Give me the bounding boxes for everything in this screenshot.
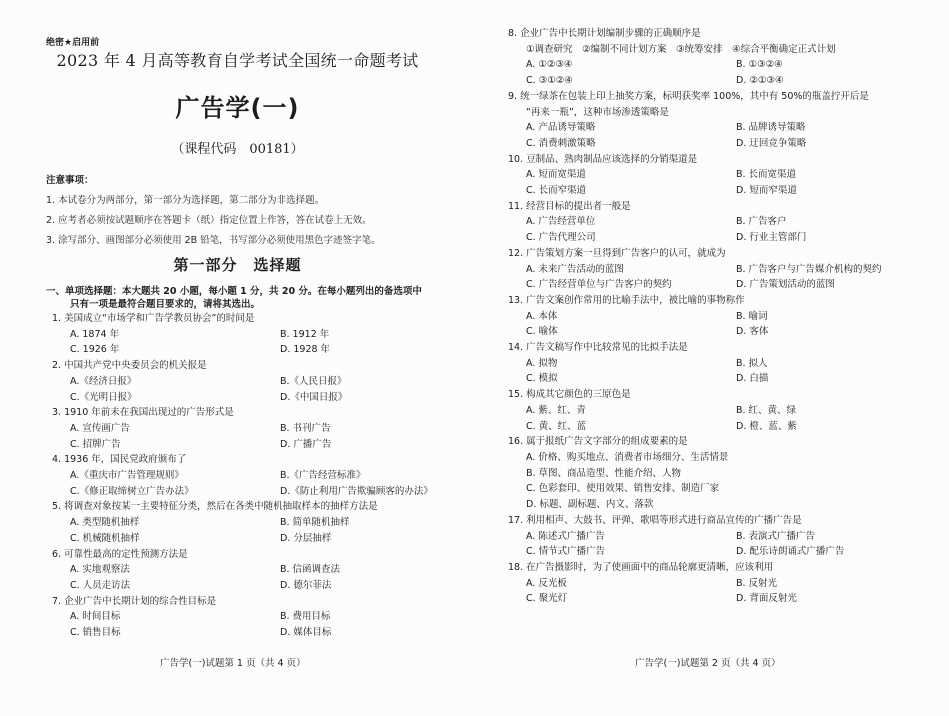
question-11 xyxy=(508,199,948,246)
option-b: B. ①③②④ xyxy=(736,59,783,71)
section-heading-line2: 只有一项是最符合题目要求的，请将其选出。 xyxy=(70,299,261,310)
question-stem: 10. 豆制品、熟肉制品应该选择的分销渠道是 xyxy=(508,153,698,165)
option-a: A.《重庆市广告管理规则》 xyxy=(70,470,184,482)
question-stem: 14. 广告文稿写作中比较常见的比拟手法是 xyxy=(508,342,688,354)
question-4 xyxy=(52,452,472,499)
option-d: D. 1928 年 xyxy=(280,344,331,356)
question-list xyxy=(508,26,948,607)
subject-title: 广告学(一) xyxy=(175,94,300,122)
option-d: D. 分层抽样 xyxy=(280,532,332,544)
option-d: D. 背面反射光 xyxy=(736,593,797,605)
section-heading xyxy=(46,285,466,311)
question-list xyxy=(52,311,472,641)
course-code: （课程代码 00181） xyxy=(171,142,304,157)
option-c: C. 1926 年 xyxy=(70,344,120,356)
option-a: A. 价格、购买地点、消费者市场细分、生活情景 xyxy=(526,451,729,463)
option-b: B. 信函调查法 xyxy=(280,564,341,576)
option-c: C. 长而窄渠道 xyxy=(526,185,587,197)
option-c: C. 广告代理公司 xyxy=(526,232,596,244)
option-b: B. 书刊广告 xyxy=(280,422,331,434)
option-c: C. ③①②④ xyxy=(526,75,573,87)
question-stem: 9. 统一绿茶在包装上印上抽奖方案，标明获奖率 100%，其中有 50%的瓶盖拧开后是 xyxy=(508,90,869,102)
option-d: D. 德尔菲法 xyxy=(280,579,332,591)
question-8 xyxy=(508,26,948,89)
option-a: A. 实地观察法 xyxy=(70,564,130,576)
question-stem: 13. 广告文案创作常用的比喻手法中，被比喻的事物称作 xyxy=(508,294,745,306)
option-d: D. 媒体目标 xyxy=(280,627,332,639)
option-a: A. 广告经营单位 xyxy=(526,216,596,228)
option-a: A. 产品诱导策略 xyxy=(526,122,596,134)
option-b: B. 红、黄、绿 xyxy=(736,404,797,416)
exam-page-2 xyxy=(475,0,949,716)
page-footer: 广告学(一)试题第 1 页（共 4 页） xyxy=(160,658,306,669)
exam-title: 2023 年 4 月高等教育自学考试全国统一命题考试 xyxy=(56,51,419,70)
question-16 xyxy=(508,434,948,513)
question-stem: 1. 美国成立“市场学和广告学教员协会”的时间是 xyxy=(52,313,255,324)
section-heading-line1: 一、单项选择题：本大题共 20 小题，每小题 1 分，共 20 分。在每小题列出的备选项中 xyxy=(46,286,422,297)
option-c: C. 黄、红、蓝 xyxy=(526,420,587,432)
option-a: A. 宣传画广告 xyxy=(70,422,130,434)
question-12 xyxy=(508,246,948,293)
option-d: D. 标题、副标题、内文、落款 xyxy=(526,499,654,511)
question-stem: 6. 可靠性最高的定性预测方法是 xyxy=(52,548,188,560)
question-substeps: ①调查研究 ②编制不同计划方案 ③统筹安排 ④综合平衡确定正式计划 xyxy=(526,43,836,55)
question-18 xyxy=(508,560,948,607)
option-b: B. 草图、商品造型、性能介绍、人物 xyxy=(526,467,682,479)
option-c: C. 模拟 xyxy=(526,373,558,385)
option-b: B. 表演式广播广告 xyxy=(736,530,816,542)
question-stem: 12. 广告策划方案一旦得到广告客户的认可，就成为 xyxy=(508,247,726,259)
question-stem: 17. 利用相声、大鼓书、评弹、歌唱等形式进行商品宣传的广播广告是 xyxy=(508,514,802,526)
option-c: C. 情节式广播广告 xyxy=(526,546,606,558)
option-a: A. 1874 年 xyxy=(70,328,120,340)
option-c: C.《光明日报》 xyxy=(70,391,137,403)
question-stem: 11. 经营目标的提出者一般是 xyxy=(508,200,631,212)
option-d: D. 白描 xyxy=(736,373,769,385)
option-d: D. 配乐诗朗诵式广播广告 xyxy=(736,546,845,558)
option-d: D. 客体 xyxy=(736,326,769,338)
question-5 xyxy=(52,499,472,546)
question-stem-continued: “再来一瓶”，这种市场渗透策略是 xyxy=(526,106,669,118)
question-stem: 7. 企业广告中长期计划的综合性目标是 xyxy=(52,595,217,607)
option-b: B. 广告客户 xyxy=(736,216,787,228)
option-b: B. 1912 年 xyxy=(280,328,330,340)
question-stem: 3. 1910 年前未在我国出现过的广告形式是 xyxy=(52,407,234,419)
question-stem: 18. 在广告摄影时，为了使画面中的商品轮廓更清晰，应该利用 xyxy=(508,561,774,573)
notice-item: 2. 应考者必须按试题顺序在答题卡（纸）指定位置上作答，答在试卷上无效。 xyxy=(46,215,372,226)
option-c: C. 销售目标 xyxy=(70,627,121,639)
question-3 xyxy=(52,405,472,452)
question-1 xyxy=(52,311,472,358)
option-a: A. 未来广告活动的蓝图 xyxy=(526,263,624,275)
option-c: C. 消费刺激策略 xyxy=(526,137,596,149)
option-c: C. 机械随机抽样 xyxy=(70,532,140,544)
question-9 xyxy=(508,89,948,152)
notice-heading: 注意事项： xyxy=(46,175,94,186)
option-a: A. ①②③④ xyxy=(526,59,573,71)
notice-item: 1. 本试卷分为两部分，第一部分为选择题，第二部分为非选择题。 xyxy=(46,195,325,206)
question-15 xyxy=(508,387,948,434)
option-b: B.《广告经营标准》 xyxy=(280,470,366,482)
option-a: A. 拟物 xyxy=(526,357,558,369)
question-stem: 15. 构成其它颜色的三原色是 xyxy=(508,389,631,401)
option-d: D. 广告策划活动的蓝图 xyxy=(736,279,835,291)
option-a: A. 陈述式广播广告 xyxy=(526,530,605,542)
option-c: C. 招牌广告 xyxy=(70,438,121,450)
option-a: A. 紫、红、青 xyxy=(526,404,586,416)
option-a: A. 本体 xyxy=(526,310,558,322)
part-title: 第一部分 选择题 xyxy=(173,256,302,274)
question-stem: 16. 属于报纸广告文字部分的组成要素的是 xyxy=(508,436,688,448)
option-d: D. 橙、蓝、紫 xyxy=(736,420,797,432)
option-d: D. 广播广告 xyxy=(280,438,332,450)
option-b: B. 喻词 xyxy=(736,310,768,322)
question-13 xyxy=(508,293,948,340)
option-d: D. ②①③④ xyxy=(736,75,784,87)
option-c: C. 广告经营单位与广告客户的契约 xyxy=(526,279,672,291)
option-b: B. 长而宽渠道 xyxy=(736,169,797,181)
option-a: A. 短而宽渠道 xyxy=(526,169,586,181)
option-b: B. 费用目标 xyxy=(280,611,331,623)
notice-item: 3. 涂写部分、画图部分必须使用 2B 铅笔，书写部分必须使用黑色字迹签字笔。 xyxy=(46,235,381,246)
option-d: D. 短而窄渠道 xyxy=(736,185,797,197)
question-7 xyxy=(52,594,472,641)
option-c: C. 色彩套印、使用效果、销售安排、制造厂家 xyxy=(526,483,720,495)
option-b: B. 反射光 xyxy=(736,577,778,589)
option-a: A.《经济日报》 xyxy=(70,375,137,387)
question-stem: 8. 企业广告中长期计划编制步骤的正确顺序是 xyxy=(508,28,701,39)
option-d: D.《防止利用广告欺骗顾客的办法》 xyxy=(280,485,433,497)
option-b: B.《人民日报》 xyxy=(280,375,347,387)
question-17 xyxy=(508,513,948,560)
option-d: D. 迂回竞争策略 xyxy=(736,137,807,149)
question-stem: 4. 1936 年，国民党政府颁布了 xyxy=(52,454,187,466)
option-c: C. 喻体 xyxy=(526,326,558,338)
page-footer: 广告学(一)试题第 2 页（共 4 页） xyxy=(635,658,781,669)
notice-section xyxy=(46,172,466,252)
question-10 xyxy=(508,152,948,199)
option-c: C. 人员走访法 xyxy=(70,579,131,591)
question-6 xyxy=(52,547,472,594)
question-stem: 5. 将调查对象按某一主要特征分类，然后在各类中随机抽取样本的抽样方法是 xyxy=(52,501,378,513)
option-d: D. 行业主管部门 xyxy=(736,232,807,244)
option-b: B. 简单随机抽样 xyxy=(280,517,350,529)
question-stem: 2. 中国共产党中央委员会的机关报是 xyxy=(52,360,207,372)
option-b: B. 拟人 xyxy=(736,357,768,369)
option-a: A. 时间目标 xyxy=(70,611,121,623)
option-c: C.《修正取缔树立广告办法》 xyxy=(70,485,194,497)
secret-mark: 绝密★启用前 xyxy=(46,38,100,48)
question-2 xyxy=(52,358,472,405)
option-b: B. 广告客户与广告媒介机构的契约 xyxy=(736,263,882,275)
option-d: D.《中国日报》 xyxy=(280,391,348,403)
option-a: A. 反光板 xyxy=(526,577,567,589)
option-a: A. 类型随机抽样 xyxy=(70,517,140,529)
question-14 xyxy=(508,340,948,387)
option-c: C. 聚光灯 xyxy=(526,593,568,605)
option-b: B. 品牌诱导策略 xyxy=(736,122,806,134)
